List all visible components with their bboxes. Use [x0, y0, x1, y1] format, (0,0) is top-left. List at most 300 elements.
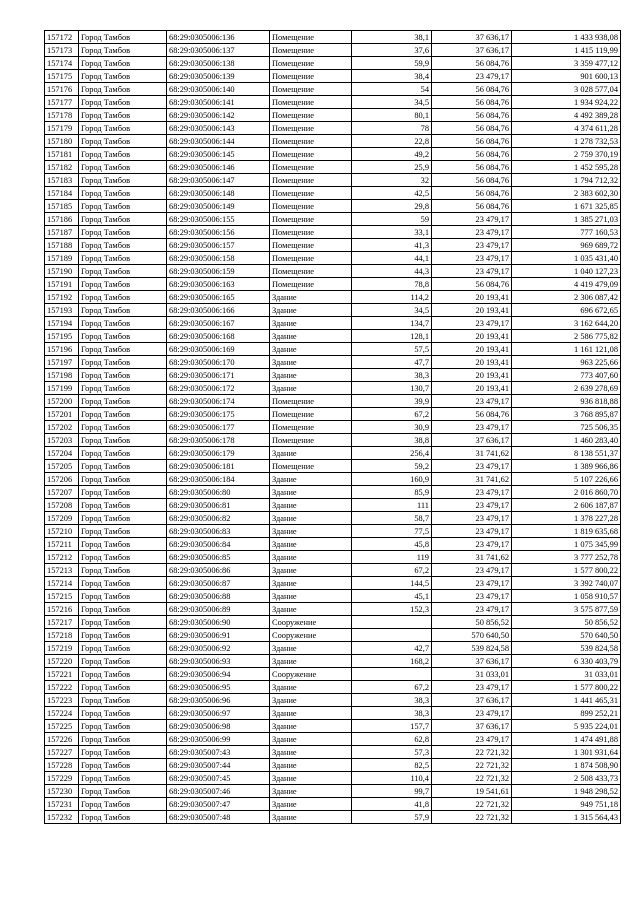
table-row — [45, 135, 621, 148]
locality-cell: Город Тамбов — [79, 811, 167, 824]
unit-value-cell: 23 479,17 — [432, 499, 512, 512]
unit-value-cell: 23 479,17 — [432, 564, 512, 577]
area-cell: 22,8 — [352, 135, 432, 148]
cadastral-number-cell: 68:29:0305006:156 — [167, 226, 270, 239]
object-type-cell: Здание — [270, 590, 352, 603]
locality-cell: Город Тамбов — [79, 486, 167, 499]
cadastral-value-cell: 1 794 712,32 — [512, 174, 621, 187]
unit-value-cell: 22 721,32 — [432, 798, 512, 811]
table-row — [45, 616, 621, 629]
table-row — [45, 252, 621, 265]
cadastral-value-cell: 1 040 127,23 — [512, 265, 621, 278]
cadastral-number-cell: 68:29:0305006:165 — [167, 291, 270, 304]
table-row — [45, 395, 621, 408]
unit-value-cell: 37 636,17 — [432, 655, 512, 668]
row-number-cell: 157176 — [45, 83, 79, 96]
cadastral-number-cell: 68:29:0305006:146 — [167, 161, 270, 174]
area-cell: 256,4 — [352, 447, 432, 460]
cadastral-number-cell: 68:29:0305006:142 — [167, 109, 270, 122]
cadastral-value-cell: 696 672,65 — [512, 304, 621, 317]
unit-value-cell: 23 479,17 — [432, 603, 512, 616]
cadastral-value-cell: 3 162 644,20 — [512, 317, 621, 330]
area-cell: 44,1 — [352, 252, 432, 265]
cadastral-value-cell: 1 075 345,99 — [512, 538, 621, 551]
area-cell: 38,4 — [352, 70, 432, 83]
cadastral-value-cell: 725 506,35 — [512, 421, 621, 434]
object-type-cell: Помещение — [270, 57, 352, 70]
row-number-cell: 157194 — [45, 317, 79, 330]
object-type-cell: Помещение — [270, 460, 352, 473]
cadastral-number-cell: 68:29:0305006:163 — [167, 278, 270, 291]
locality-cell: Город Тамбов — [79, 395, 167, 408]
cadastral-value-cell: 1 441 465,31 — [512, 694, 621, 707]
table-row — [45, 291, 621, 304]
unit-value-cell: 56 084,76 — [432, 200, 512, 213]
area-cell: 110,4 — [352, 772, 432, 785]
unit-value-cell: 56 084,76 — [432, 278, 512, 291]
unit-value-cell: 23 479,17 — [432, 707, 512, 720]
cadastral-value-cell: 773 407,60 — [512, 369, 621, 382]
unit-value-cell: 22 721,32 — [432, 759, 512, 772]
cadastral-value-cell: 570 640,50 — [512, 629, 621, 642]
unit-value-cell: 23 479,17 — [432, 421, 512, 434]
table-row — [45, 369, 621, 382]
row-number-cell: 157191 — [45, 278, 79, 291]
cadastral-number-cell: 68:29:0305006:144 — [167, 135, 270, 148]
locality-cell: Город Тамбов — [79, 447, 167, 460]
area-cell: 80,1 — [352, 109, 432, 122]
unit-value-cell: 23 479,17 — [432, 226, 512, 239]
area-cell: 99,7 — [352, 785, 432, 798]
cadastral-number-cell: 68:29:0305006:179 — [167, 447, 270, 460]
area-cell — [352, 616, 432, 629]
locality-cell: Город Тамбов — [79, 434, 167, 447]
table-row — [45, 122, 621, 135]
table-row — [45, 70, 621, 83]
cadastral-value-cell: 1 278 732,53 — [512, 135, 621, 148]
table-row — [45, 629, 621, 642]
object-type-cell: Помещение — [270, 83, 352, 96]
table-row — [45, 525, 621, 538]
locality-cell: Город Тамбов — [79, 96, 167, 109]
cadastral-number-cell: 68:29:0305006:94 — [167, 668, 270, 681]
cadastral-number-cell: 68:29:0305006:84 — [167, 538, 270, 551]
unit-value-cell: 56 084,76 — [432, 83, 512, 96]
row-number-cell: 157203 — [45, 434, 79, 447]
locality-cell: Город Тамбов — [79, 291, 167, 304]
cadastral-value-cell: 3 028 577,04 — [512, 83, 621, 96]
unit-value-cell: 20 193,41 — [432, 343, 512, 356]
cadastral-value-cell: 1 315 564,43 — [512, 811, 621, 824]
locality-cell: Город Тамбов — [79, 135, 167, 148]
unit-value-cell: 20 193,41 — [432, 369, 512, 382]
cadastral-number-cell: 68:29:0305006:82 — [167, 512, 270, 525]
row-number-cell: 157228 — [45, 759, 79, 772]
cadastral-number-cell: 68:29:0305006:140 — [167, 83, 270, 96]
unit-value-cell: 23 479,17 — [432, 681, 512, 694]
cadastral-number-cell: 68:29:0305006:97 — [167, 707, 270, 720]
object-type-cell: Помещение — [270, 96, 352, 109]
area-cell: 134,7 — [352, 317, 432, 330]
locality-cell: Город Тамбов — [79, 603, 167, 616]
cadastral-number-cell: 68:29:0305006:169 — [167, 343, 270, 356]
row-number-cell: 157187 — [45, 226, 79, 239]
row-number-cell: 157221 — [45, 668, 79, 681]
unit-value-cell: 23 479,17 — [432, 252, 512, 265]
table-row — [45, 174, 621, 187]
cadastral-value-table — [44, 30, 621, 824]
table-row — [45, 538, 621, 551]
row-number-cell: 157198 — [45, 369, 79, 382]
locality-cell: Город Тамбов — [79, 57, 167, 70]
object-type-cell: Здание — [270, 811, 352, 824]
area-cell: 59,9 — [352, 57, 432, 70]
object-type-cell: Здание — [270, 356, 352, 369]
row-number-cell: 157223 — [45, 694, 79, 707]
locality-cell: Город Тамбов — [79, 577, 167, 590]
object-type-cell: Здание — [270, 343, 352, 356]
area-cell: 77,5 — [352, 525, 432, 538]
object-type-cell: Помещение — [270, 395, 352, 408]
cadastral-number-cell: 68:29:0305006:143 — [167, 122, 270, 135]
table-row — [45, 356, 621, 369]
cadastral-value-cell: 5 107 226,66 — [512, 473, 621, 486]
row-number-cell: 157193 — [45, 304, 79, 317]
table-row — [45, 213, 621, 226]
area-cell: 47,7 — [352, 356, 432, 369]
row-number-cell: 157172 — [45, 31, 79, 44]
row-number-cell: 157204 — [45, 447, 79, 460]
cadastral-value-cell: 2 383 602,30 — [512, 187, 621, 200]
area-cell: 130,7 — [352, 382, 432, 395]
locality-cell: Город Тамбов — [79, 707, 167, 720]
unit-value-cell: 37 636,17 — [432, 31, 512, 44]
cadastral-number-cell: 68:29:0305006:159 — [167, 265, 270, 278]
area-cell: 38,1 — [352, 31, 432, 44]
row-number-cell: 157229 — [45, 772, 79, 785]
locality-cell: Город Тамбов — [79, 252, 167, 265]
row-number-cell: 157180 — [45, 135, 79, 148]
area-cell: 45,8 — [352, 538, 432, 551]
locality-cell: Город Тамбов — [79, 785, 167, 798]
area-cell: 34,5 — [352, 96, 432, 109]
object-type-cell: Помещение — [270, 174, 352, 187]
row-number-cell: 157200 — [45, 395, 79, 408]
cadastral-value-cell: 1 035 431,40 — [512, 252, 621, 265]
cadastral-number-cell: 68:29:0305007:43 — [167, 746, 270, 759]
row-number-cell: 157219 — [45, 642, 79, 655]
locality-cell: Город Тамбов — [79, 226, 167, 239]
unit-value-cell: 23 479,17 — [432, 538, 512, 551]
cadastral-number-cell: 68:29:0305006:172 — [167, 382, 270, 395]
cadastral-value-cell: 3 777 252,78 — [512, 551, 621, 564]
locality-cell: Город Тамбов — [79, 31, 167, 44]
table-row — [45, 278, 621, 291]
unit-value-cell: 23 479,17 — [432, 395, 512, 408]
cadastral-number-cell: 68:29:0305006:80 — [167, 486, 270, 499]
area-cell: 67,2 — [352, 564, 432, 577]
table-row — [45, 772, 621, 785]
object-type-cell: Помещение — [270, 70, 352, 83]
row-number-cell: 157210 — [45, 525, 79, 538]
unit-value-cell: 23 479,17 — [432, 317, 512, 330]
row-number-cell: 157195 — [45, 330, 79, 343]
object-type-cell: Помещение — [270, 213, 352, 226]
object-type-cell: Помещение — [270, 148, 352, 161]
unit-value-cell: 20 193,41 — [432, 382, 512, 395]
row-number-cell: 157212 — [45, 551, 79, 564]
table-row — [45, 330, 621, 343]
cadastral-number-cell: 68:29:0305006:89 — [167, 603, 270, 616]
unit-value-cell: 56 084,76 — [432, 187, 512, 200]
area-cell: 34,5 — [352, 304, 432, 317]
object-type-cell: Помещение — [270, 161, 352, 174]
object-type-cell: Здание — [270, 525, 352, 538]
row-number-cell: 157207 — [45, 486, 79, 499]
unit-value-cell: 20 193,41 — [432, 291, 512, 304]
area-cell — [352, 629, 432, 642]
locality-cell: Город Тамбов — [79, 668, 167, 681]
area-cell: 160,9 — [352, 473, 432, 486]
row-number-cell: 157177 — [45, 96, 79, 109]
object-type-cell: Помещение — [270, 239, 352, 252]
unit-value-cell: 31 741,62 — [432, 551, 512, 564]
area-cell: 30,9 — [352, 421, 432, 434]
row-number-cell: 157199 — [45, 382, 79, 395]
cadastral-value-cell: 2 508 433,73 — [512, 772, 621, 785]
unit-value-cell: 56 084,76 — [432, 109, 512, 122]
unit-value-cell: 23 479,17 — [432, 265, 512, 278]
row-number-cell: 157218 — [45, 629, 79, 642]
row-number-cell: 157227 — [45, 746, 79, 759]
cadastral-value-cell: 1 415 119,99 — [512, 44, 621, 57]
locality-cell: Город Тамбов — [79, 655, 167, 668]
unit-value-cell: 23 479,17 — [432, 512, 512, 525]
row-number-cell: 157190 — [45, 265, 79, 278]
row-number-cell: 157197 — [45, 356, 79, 369]
table-row — [45, 187, 621, 200]
unit-value-cell: 23 479,17 — [432, 733, 512, 746]
object-type-cell: Здание — [270, 304, 352, 317]
table-row — [45, 681, 621, 694]
row-number-cell: 157182 — [45, 161, 79, 174]
cadastral-number-cell: 68:29:0305007:44 — [167, 759, 270, 772]
unit-value-cell: 20 193,41 — [432, 304, 512, 317]
area-cell: 57,9 — [352, 811, 432, 824]
cadastral-value-cell: 2 306 087,42 — [512, 291, 621, 304]
unit-value-cell: 23 479,17 — [432, 486, 512, 499]
area-cell: 119 — [352, 551, 432, 564]
unit-value-cell: 31 741,62 — [432, 447, 512, 460]
row-number-cell: 157189 — [45, 252, 79, 265]
locality-cell: Город Тамбов — [79, 148, 167, 161]
unit-value-cell: 20 193,41 — [432, 356, 512, 369]
table-row — [45, 460, 621, 473]
object-type-cell: Здание — [270, 577, 352, 590]
locality-cell: Город Тамбов — [79, 200, 167, 213]
object-type-cell: Помещение — [270, 109, 352, 122]
locality-cell: Город Тамбов — [79, 369, 167, 382]
cadastral-number-cell: 68:29:0305006:85 — [167, 551, 270, 564]
unit-value-cell: 23 479,17 — [432, 213, 512, 226]
area-cell: 33,1 — [352, 226, 432, 239]
locality-cell: Город Тамбов — [79, 746, 167, 759]
cadastral-number-cell: 68:29:0305006:181 — [167, 460, 270, 473]
row-number-cell: 157186 — [45, 213, 79, 226]
cadastral-value-cell: 963 225,66 — [512, 356, 621, 369]
object-type-cell: Здание — [270, 720, 352, 733]
area-cell: 41,3 — [352, 239, 432, 252]
area-cell: 82,5 — [352, 759, 432, 772]
locality-cell: Город Тамбов — [79, 70, 167, 83]
table-row — [45, 447, 621, 460]
area-cell: 29,8 — [352, 200, 432, 213]
cadastral-value-cell: 2 639 278,69 — [512, 382, 621, 395]
cadastral-value-cell: 3 768 895,87 — [512, 408, 621, 421]
object-type-cell: Здание — [270, 798, 352, 811]
cadastral-number-cell: 68:29:0305006:158 — [167, 252, 270, 265]
row-number-cell: 157225 — [45, 720, 79, 733]
cadastral-value-cell: 1 452 595,28 — [512, 161, 621, 174]
locality-cell: Город Тамбов — [79, 499, 167, 512]
object-type-cell: Здание — [270, 538, 352, 551]
cadastral-number-cell: 68:29:0305007:48 — [167, 811, 270, 824]
area-cell: 54 — [352, 83, 432, 96]
locality-cell: Город Тамбов — [79, 733, 167, 746]
table-row — [45, 265, 621, 278]
locality-cell: Город Тамбов — [79, 356, 167, 369]
table-row — [45, 733, 621, 746]
locality-cell: Город Тамбов — [79, 512, 167, 525]
cadastral-number-cell: 68:29:0305006:149 — [167, 200, 270, 213]
cadastral-number-cell: 68:29:0305006:90 — [167, 616, 270, 629]
table-row — [45, 486, 621, 499]
cadastral-number-cell: 68:29:0305006:139 — [167, 70, 270, 83]
cadastral-value-cell: 5 935 224,01 — [512, 720, 621, 733]
cadastral-value-cell: 1 948 298,52 — [512, 785, 621, 798]
table-body — [45, 31, 621, 824]
locality-cell: Город Тамбов — [79, 421, 167, 434]
unit-value-cell: 570 640,50 — [432, 629, 512, 642]
area-cell: 62,8 — [352, 733, 432, 746]
cadastral-value-cell: 1 474 491,88 — [512, 733, 621, 746]
locality-cell: Город Тамбов — [79, 772, 167, 785]
unit-value-cell: 56 084,76 — [432, 135, 512, 148]
object-type-cell: Помещение — [270, 252, 352, 265]
locality-cell: Город Тамбов — [79, 265, 167, 278]
table-row — [45, 707, 621, 720]
locality-cell: Город Тамбов — [79, 187, 167, 200]
cadastral-number-cell: 68:29:0305006:168 — [167, 330, 270, 343]
locality-cell: Город Тамбов — [79, 694, 167, 707]
cadastral-value-cell: 50 856,52 — [512, 616, 621, 629]
row-number-cell: 157222 — [45, 681, 79, 694]
row-number-cell: 157214 — [45, 577, 79, 590]
object-type-cell: Сооружение — [270, 629, 352, 642]
cadastral-value-cell: 777 160,53 — [512, 226, 621, 239]
row-number-cell: 157206 — [45, 473, 79, 486]
object-type-cell: Сооружение — [270, 668, 352, 681]
table-row — [45, 148, 621, 161]
cadastral-value-cell: 3 392 740,07 — [512, 577, 621, 590]
area-cell: 42,7 — [352, 642, 432, 655]
locality-cell: Город Тамбов — [79, 44, 167, 57]
table-row — [45, 83, 621, 96]
cadastral-number-cell: 68:29:0305007:45 — [167, 772, 270, 785]
area-cell: 157,7 — [352, 720, 432, 733]
unit-value-cell: 50 856,52 — [432, 616, 512, 629]
locality-cell: Город Тамбов — [79, 408, 167, 421]
object-type-cell: Здание — [270, 317, 352, 330]
row-number-cell: 157202 — [45, 421, 79, 434]
row-number-cell: 157205 — [45, 460, 79, 473]
object-type-cell: Здание — [270, 603, 352, 616]
table-row — [45, 746, 621, 759]
row-number-cell: 157188 — [45, 239, 79, 252]
unit-value-cell: 23 479,17 — [432, 70, 512, 83]
table-row — [45, 44, 621, 57]
unit-value-cell: 22 721,32 — [432, 772, 512, 785]
area-cell: 38,3 — [352, 707, 432, 720]
cadastral-value-cell: 969 689,72 — [512, 239, 621, 252]
area-cell: 111 — [352, 499, 432, 512]
object-type-cell: Здание — [270, 694, 352, 707]
object-type-cell: Здание — [270, 551, 352, 564]
locality-cell: Город Тамбов — [79, 551, 167, 564]
locality-cell: Город Тамбов — [79, 759, 167, 772]
table-row — [45, 785, 621, 798]
cadastral-number-cell: 68:29:0305006:88 — [167, 590, 270, 603]
cadastral-number-cell: 68:29:0305006:184 — [167, 473, 270, 486]
table-row — [45, 421, 621, 434]
table-row — [45, 31, 621, 44]
cadastral-number-cell: 68:29:0305006:136 — [167, 31, 270, 44]
area-cell: 78 — [352, 122, 432, 135]
locality-cell: Город Тамбов — [79, 304, 167, 317]
row-number-cell: 157232 — [45, 811, 79, 824]
object-type-cell: Помещение — [270, 265, 352, 278]
row-number-cell: 157185 — [45, 200, 79, 213]
locality-cell: Город Тамбов — [79, 213, 167, 226]
locality-cell: Город Тамбов — [79, 538, 167, 551]
table-row — [45, 239, 621, 252]
table-row — [45, 603, 621, 616]
cadastral-value-cell: 936 818,88 — [512, 395, 621, 408]
unit-value-cell: 23 479,17 — [432, 460, 512, 473]
table-row — [45, 499, 621, 512]
locality-cell: Город Тамбов — [79, 590, 167, 603]
area-cell: 57,3 — [352, 746, 432, 759]
unit-value-cell: 22 721,32 — [432, 811, 512, 824]
cadastral-value-cell: 1 577 800,22 — [512, 681, 621, 694]
area-cell: 32 — [352, 174, 432, 187]
cadastral-value-cell: 4 419 479,09 — [512, 278, 621, 291]
row-number-cell: 157179 — [45, 122, 79, 135]
table-row — [45, 811, 621, 824]
area-cell: 59 — [352, 213, 432, 226]
locality-cell: Город Тамбов — [79, 720, 167, 733]
cadastral-number-cell: 68:29:0305006:155 — [167, 213, 270, 226]
cadastral-value-cell: 2 586 775,82 — [512, 330, 621, 343]
object-type-cell: Помещение — [270, 135, 352, 148]
cadastral-value-cell: 2 016 860,70 — [512, 486, 621, 499]
area-cell: 144,5 — [352, 577, 432, 590]
row-number-cell: 157178 — [45, 109, 79, 122]
area-cell: 42,5 — [352, 187, 432, 200]
unit-value-cell: 56 084,76 — [432, 174, 512, 187]
cadastral-value-cell: 2 759 370,19 — [512, 148, 621, 161]
unit-value-cell: 22 721,32 — [432, 746, 512, 759]
